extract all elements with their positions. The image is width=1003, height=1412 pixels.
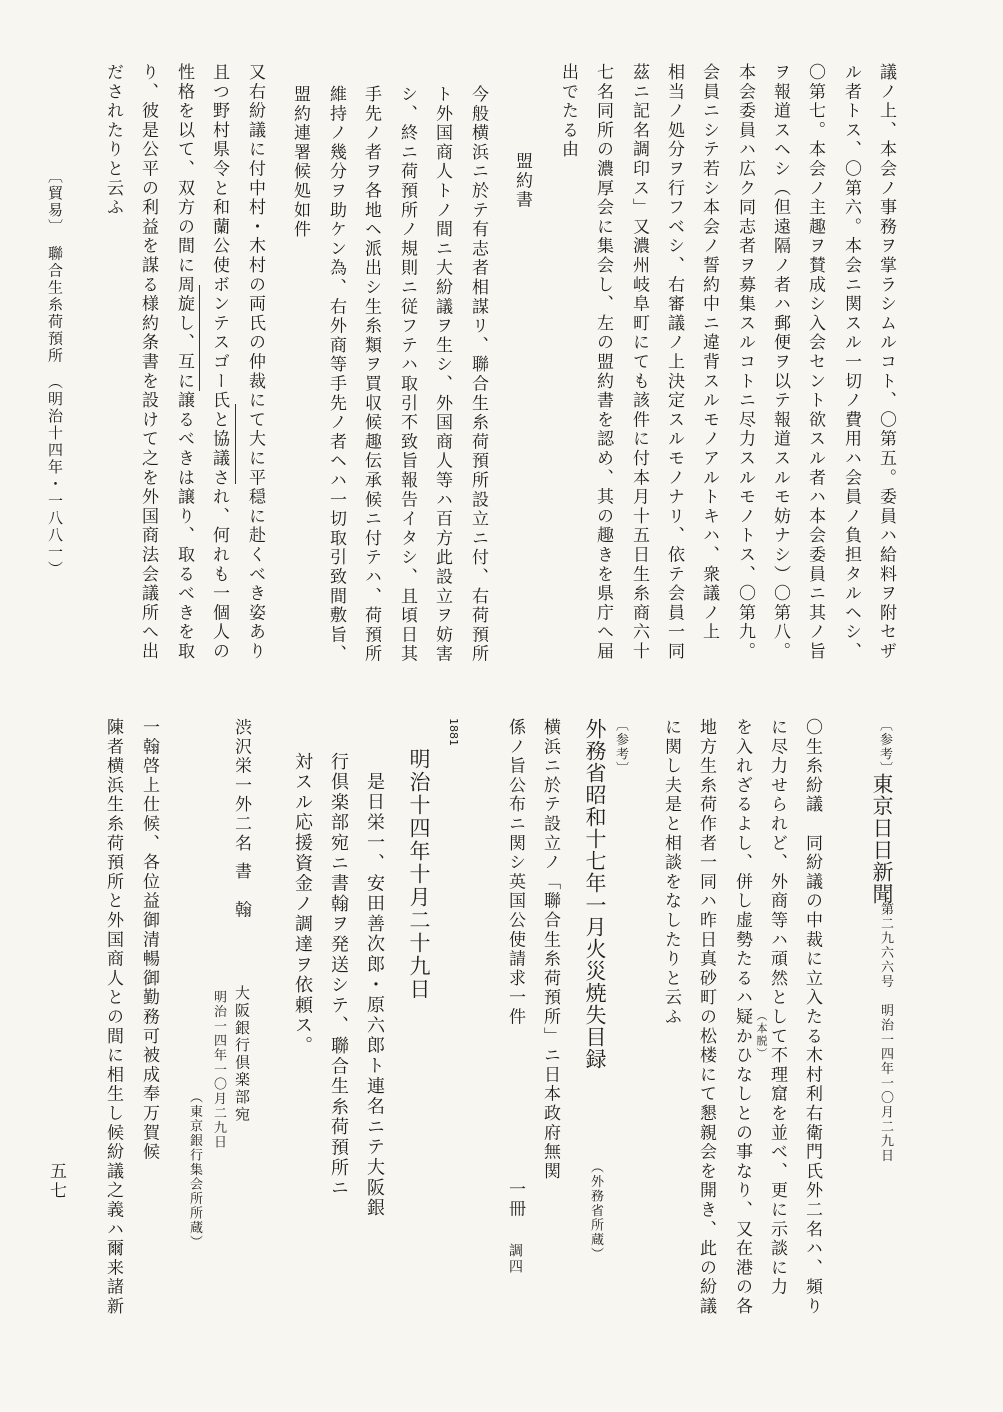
upper-line-6: 会員ニシテ若シ本会ノ誓約中ニ違背スルモノアルトキハ、衆議ノ上 — [699, 63, 719, 642]
running-header: 〔貿易〕 聯合生糸荷預所 （明治十四年・一八八一） — [46, 168, 64, 578]
upper-line-9: 七名同所の濃厚会に集会し、左の盟約書を認め、其の趣きを県庁へ届 — [593, 63, 613, 662]
body-line-1: 是日栄一、安田善次郎・原六郎ト連名ニテ大阪銀 — [364, 772, 385, 1219]
upper-line-10: 出でたる由 — [558, 63, 578, 160]
year-label: 1881 — [447, 718, 460, 746]
letter-text-2: 陳者横浜生糸荷預所と外国商人との間に相生し候紛議之義ハ爾来諸新 — [103, 718, 123, 1317]
honkan-note: （本脱） — [755, 1010, 768, 1060]
letter-source: （東京銀行集会所所蔵） — [187, 1090, 202, 1250]
upper-line-8: 茲ニ記名調印ス」又濃州岐阜町にても該件に付本月十五日生糸商六十 — [629, 63, 649, 662]
letter-type: 書 翰 — [231, 862, 251, 920]
upper-line-4: ヲ報道スヘシ（但遠隔ノ者ハ郵便ヲ以テ報道スルモ妨ナシ）〇第八。 — [770, 63, 790, 662]
gaimusho-item-1: 横浜ニ於テ設立ノ「聯合生糸荷預所」ニ日本政府無関 — [540, 718, 560, 1182]
upper-line-7: 相当ノ処分ヲ行フベシ、右審議ノ上決定スルモノナリ、依テ会員一同 — [664, 63, 684, 662]
body-line-2: 行倶楽部宛ニ書翰ヲ発送シテ、聯合生糸荷預所ニ — [328, 752, 349, 1199]
sanko-label-1: 〔参考〕 — [877, 718, 892, 776]
upper-line-3: 〇第七。本会ノ主趣ヲ賛成シ入会セント欲スル者ハ本会委員ニ其ノ旨 — [805, 63, 825, 662]
newspaper-meta: 第二九六六号 明治一四年一〇月二九日 — [878, 902, 893, 1163]
section-heading-meiyakusho: 盟約書 — [512, 152, 532, 210]
article-line-3: を入れざるよし、併し虚勢たるハ疑かひなしとの事なり、又在港の各 — [732, 718, 752, 1317]
upper-line-19: 且つ野村県令と和蘭公使ボンテスゴー氏と協議され、何れも一個人の — [209, 63, 229, 662]
article-line-2: に尽力せられど、外商等ハ頑然として不理窟を並べ、更に示談に力 — [767, 718, 787, 1297]
gaimusho-no: 調四 — [507, 1243, 523, 1276]
article-line-1: 〇生糸紛議 同紛議の中裁に立入たる木村利右衛門氏外二名ハ、頻り — [802, 718, 822, 1317]
sanko-label-2: 〔参考〕 — [613, 718, 628, 776]
article-line-4: 地方生糸荷作者一同ハ昨日真砂町の松楼にて懇親会を開き、此の紛議 — [696, 718, 716, 1317]
entry-date: 明治十四年十月二十九日 — [407, 748, 431, 1001]
letter-text-1: 一翰啓上仕候、各位益御清暢御勤務可被成奉万賀候 — [139, 718, 159, 1162]
gaimusho-count: 一冊 — [505, 1180, 525, 1219]
letter-from: 渋沢栄一外二名 — [231, 718, 251, 854]
upper-line-1: 議ノ上、本会ノ事務ヲ掌ラシムルコト、〇第五。委員ハ給料ヲ附セザ — [876, 63, 896, 662]
letter-date: 明治一四年一〇月二九日 — [211, 990, 226, 1150]
gaimusho-item-2: 係ノ旨公布ニ関シ英国公使請求一件 — [505, 718, 525, 1027]
upper-line-16: 維持ノ幾分ヲ助ケン為、右外商等手先ノ者ヘハ一切取引致間敷旨、 — [326, 85, 346, 664]
body-line-3: 対スル応援資金ノ調達ヲ依頼ス。 — [292, 752, 313, 1057]
sideline-mark — [199, 285, 200, 391]
upper-line-20: 性格を以て、双方の間に周旋し、互に譲るべきは譲り、取るべきを取 — [174, 63, 194, 662]
upper-line-21: り、彼是公平の利益を謀る様約条書を設けて之を外国商法会議所へ出 — [138, 63, 158, 662]
page-number: 五七 — [46, 1162, 66, 1201]
upper-line-2: ル者トス、〇第六。本会ニ関スル一切ノ費用ハ会員ノ負担タルヘシ、 — [841, 63, 861, 662]
upper-line-5: 本会委員ハ広ク同志者ヲ募集スルコトニ尽力スルモノトス、〇第九。 — [735, 63, 755, 662]
gaimusho-title: 外務省昭和十七年一月火災焼失目録 — [583, 718, 607, 1070]
upper-line-13: ト外国商人トノ間ニ大紛議ヲ生シ、外国商人等ハ百方此設立ヲ妨害 — [432, 85, 452, 664]
upper-line-22: だされたりと云ふ — [103, 63, 123, 218]
sideline-mark — [235, 404, 236, 484]
gaimusho-source: （外務省所蔵） — [588, 1160, 603, 1262]
upper-line-17: 盟約連署候処如件 — [290, 85, 310, 240]
upper-line-12: 今般横浜ニ於テ有志者相謀リ、聯合生糸荷預所設立ニ付、右荷預所 — [468, 85, 488, 664]
upper-line-18: 又右紛議に付中村・木村の両氏の仲裁にて大に平穏に赴くべき姿あり — [245, 63, 265, 662]
article-line-5: に関し夫是と相談をなしたりと云ふ — [661, 718, 681, 1027]
upper-line-14: シ、終ニ荷預所ノ規則ニ従フテハ取引不致旨報告イタシ、且頃日其 — [397, 85, 417, 664]
upper-line-15: 手先ノ者ヲ各地ヘ派出シ生糸類ヲ買収候趣伝承候ニ付テハ、荷預所 — [361, 85, 381, 664]
letter-to: 大阪銀行倶楽部宛 — [233, 985, 251, 1124]
newspaper-title: 東京日日新聞 — [870, 773, 894, 905]
